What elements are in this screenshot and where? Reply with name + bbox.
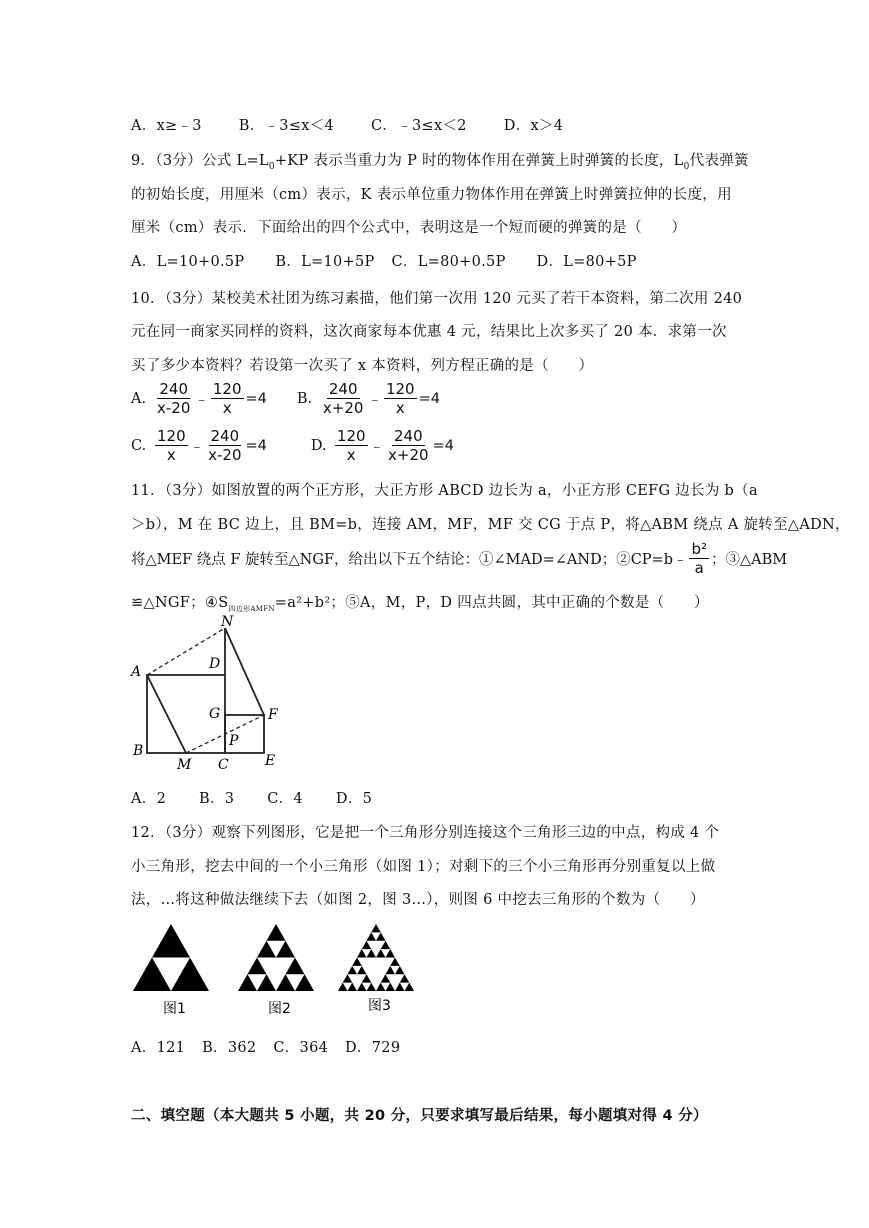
label-b: B xyxy=(133,743,144,759)
q12-option-a: A．121 xyxy=(131,1040,186,1056)
caption-fig-1: 图1 xyxy=(163,1001,186,1017)
q8-option-c: C．﹣3≤x＜2 xyxy=(371,118,467,134)
equals-rhs: =4 xyxy=(245,437,267,454)
q9-option-b: B．L=10+5P xyxy=(275,254,375,270)
sierpinski-figure-3 xyxy=(338,924,414,991)
label-f: F xyxy=(268,707,278,723)
section-2-heading: 二、填空题（本大题共 5 小题，共 20 分，只要求填写最后结果，每小题填对得 4 分） xyxy=(131,1108,708,1124)
q8-option-d: D．x＞4 xyxy=(503,118,564,134)
frac-numerator: 120 xyxy=(385,380,415,398)
frac-numerator: 240 xyxy=(328,380,358,398)
q12-line-2: 小三角形，挖去中间的一个小三角形（如图 1）；对剩下的三个小三角形再分别重复以上做 xyxy=(131,859,716,875)
q11-line-4-text-b: =a²+b²；⑤A，M，P，D 四点共圆，其中正确的个数是（ ） xyxy=(274,595,709,611)
q10-options-row-1 xyxy=(131,380,440,417)
segment-am xyxy=(147,675,186,753)
q10-option-b-label: B. xyxy=(296,390,313,407)
frac-denominator: x xyxy=(395,399,405,417)
q12-line-1: 12．（3分）观察下列图形，它是把一个三角形分别连接这个三角形三边的中点，构成 4 个 xyxy=(131,825,720,841)
q9-line-2: 的初始长度，用厘米（cm）表示，K 表示单位重力物体作用在弹簧上时弹簧拉伸的长度，用 xyxy=(131,187,732,203)
q9-option-a: A．L=10+0.5P xyxy=(131,254,245,270)
q10-option-c-frac-2 xyxy=(206,427,243,464)
q10-line-2: 元在同一商家买同样的资料，这次商家每本优惠 4 元，结果比上次多买了 20 本．求第一次 xyxy=(131,324,727,340)
label-g: G xyxy=(209,706,221,722)
q11-fraction xyxy=(689,540,709,577)
q10-option-b-frac-2 xyxy=(384,380,417,417)
q10-line-1: 10．（3分）某校美术社团为练习素描，他们第一次用 120 元买了若干本资料，第二次用 240 xyxy=(131,291,743,307)
frac-denominator: x+20 xyxy=(388,446,429,464)
q9-text-b: +KP 表示当重力为 P 时的物体作用在弹簧上时弹簧的长度，L xyxy=(274,153,684,169)
q11-line-3-text-b: ；③△ABM xyxy=(711,552,788,568)
frac-denominator: a xyxy=(694,559,704,577)
frac-numerator: 240 xyxy=(159,380,189,398)
q11-options xyxy=(131,787,372,808)
minus-sign: ﹣ xyxy=(369,439,385,455)
q9-sub: 0 xyxy=(268,161,275,172)
q10-option-d-label: D. xyxy=(310,437,327,454)
label-n: N xyxy=(221,614,234,630)
frac-denominator: x xyxy=(222,399,232,417)
q9-line-1 xyxy=(131,149,749,172)
q12-line-3: 法，…将这种做法继续下去（如图 2，图 3…），则图 6 中挖去三角形的个数为（ ） xyxy=(131,892,705,908)
q10-option-a-label: A. xyxy=(131,390,147,407)
q11-line-2: ＞b），M 在 BC 边上，且 BM=b，连接 AM，MF，MF 交 CG 于点 P，将△ABM 绕点 A 旋转至△ADN， xyxy=(131,517,850,533)
segment-nf xyxy=(225,628,264,715)
equals-rhs: =4 xyxy=(245,390,267,407)
q11-option-d: D．5 xyxy=(335,791,373,807)
q10-option-b-frac-1 xyxy=(321,380,366,417)
q11-option-a: A．2 xyxy=(131,791,167,807)
frac-denominator: x+20 xyxy=(322,399,364,417)
q11-figure xyxy=(125,612,295,777)
frac-denominator: x-20 xyxy=(157,399,191,417)
q10-option-d-frac-2 xyxy=(386,427,431,464)
label-d: D xyxy=(209,656,221,672)
q11-line-3 xyxy=(131,540,787,577)
label-m: M xyxy=(177,757,192,773)
q12-option-c: C．364 xyxy=(273,1040,329,1056)
q11-option-c: C．4 xyxy=(267,791,303,807)
q11-line-4 xyxy=(131,591,709,614)
q10-option-a-frac-1 xyxy=(155,380,192,417)
label-a: A xyxy=(131,664,142,680)
q12-option-b: B．362 xyxy=(202,1040,257,1056)
label-e: E xyxy=(265,753,276,769)
frac-numerator: 240 xyxy=(210,427,240,445)
frac-numerator: 120 xyxy=(212,380,242,398)
q10-line-3: 买了多少本资料？若设第一次买了 x 本资料，列方程正确的是（ ） xyxy=(131,358,594,374)
q11-subscript: 四边形AMFN xyxy=(228,604,275,613)
q9-line-3: 厘米（cm）表示．下面给出的四个公式中，表明这是一个短而硬的弹簧的是（ ） xyxy=(131,220,687,236)
frac-denominator: x xyxy=(166,446,176,464)
q12-figures xyxy=(128,916,438,1021)
frac-numerator: b² xyxy=(691,540,708,558)
q8-option-b: B．﹣3≤x＜4 xyxy=(238,118,335,134)
q8-options xyxy=(131,114,595,135)
q10-option-a-frac-2 xyxy=(211,380,244,417)
q9-text-c: 代表弹簧 xyxy=(689,153,749,169)
frac-numerator: 120 xyxy=(336,427,366,445)
q11-option-b: B．3 xyxy=(199,791,235,807)
q10-option-c-frac-1 xyxy=(155,427,188,464)
equals-rhs: =4 xyxy=(432,437,454,454)
q10-option-d-frac-1 xyxy=(335,427,368,464)
frac-denominator: x xyxy=(346,446,356,464)
q10-options-row-2 xyxy=(131,427,454,464)
sierpinski-figure-1 xyxy=(133,924,209,991)
frac-numerator: 240 xyxy=(394,427,423,445)
sierpinski-figure-2 xyxy=(238,924,314,991)
q9-sub-2: 0 xyxy=(683,161,690,172)
q11-line-1: 11．（3分）如图放置的两个正方形，大正方形 ABCD 边长为 a，小正方形 CEFG 边长为 b（a xyxy=(131,483,758,499)
q9-text-a: 9．（3分）公式 L=L xyxy=(131,153,269,169)
minus-sign: ﹣ xyxy=(367,392,382,408)
frac-denominator: x-20 xyxy=(208,446,242,464)
q9-option-c: C．L=80+0.5P xyxy=(391,254,506,270)
equals-rhs: =4 xyxy=(418,390,440,407)
q9-option-d: D．L=80+5P xyxy=(536,254,637,270)
q11-line-4-text-a: ≌△NGF；④S xyxy=(131,595,229,611)
caption-fig-3: 图3 xyxy=(368,998,391,1014)
caption-fig-2: 图2 xyxy=(268,1001,291,1017)
q12-option-d: D．729 xyxy=(345,1040,401,1056)
q12-options xyxy=(131,1036,400,1057)
q11-line-3-text-a: 将△MEF 绕点 F 旋转至△NGF，给出以下五个结论：①∠MAD=∠AND；②CP=b﹣ xyxy=(131,552,688,568)
minus-sign: ﹣ xyxy=(189,439,205,455)
minus-sign: ﹣ xyxy=(194,392,209,408)
label-p: P xyxy=(229,733,239,749)
label-c: C xyxy=(218,757,229,773)
q9-options xyxy=(131,250,637,271)
q10-option-c-label: C. xyxy=(131,437,147,454)
frac-numerator: 120 xyxy=(157,427,186,445)
q8-option-a: A．x≥﹣3 xyxy=(131,118,202,134)
